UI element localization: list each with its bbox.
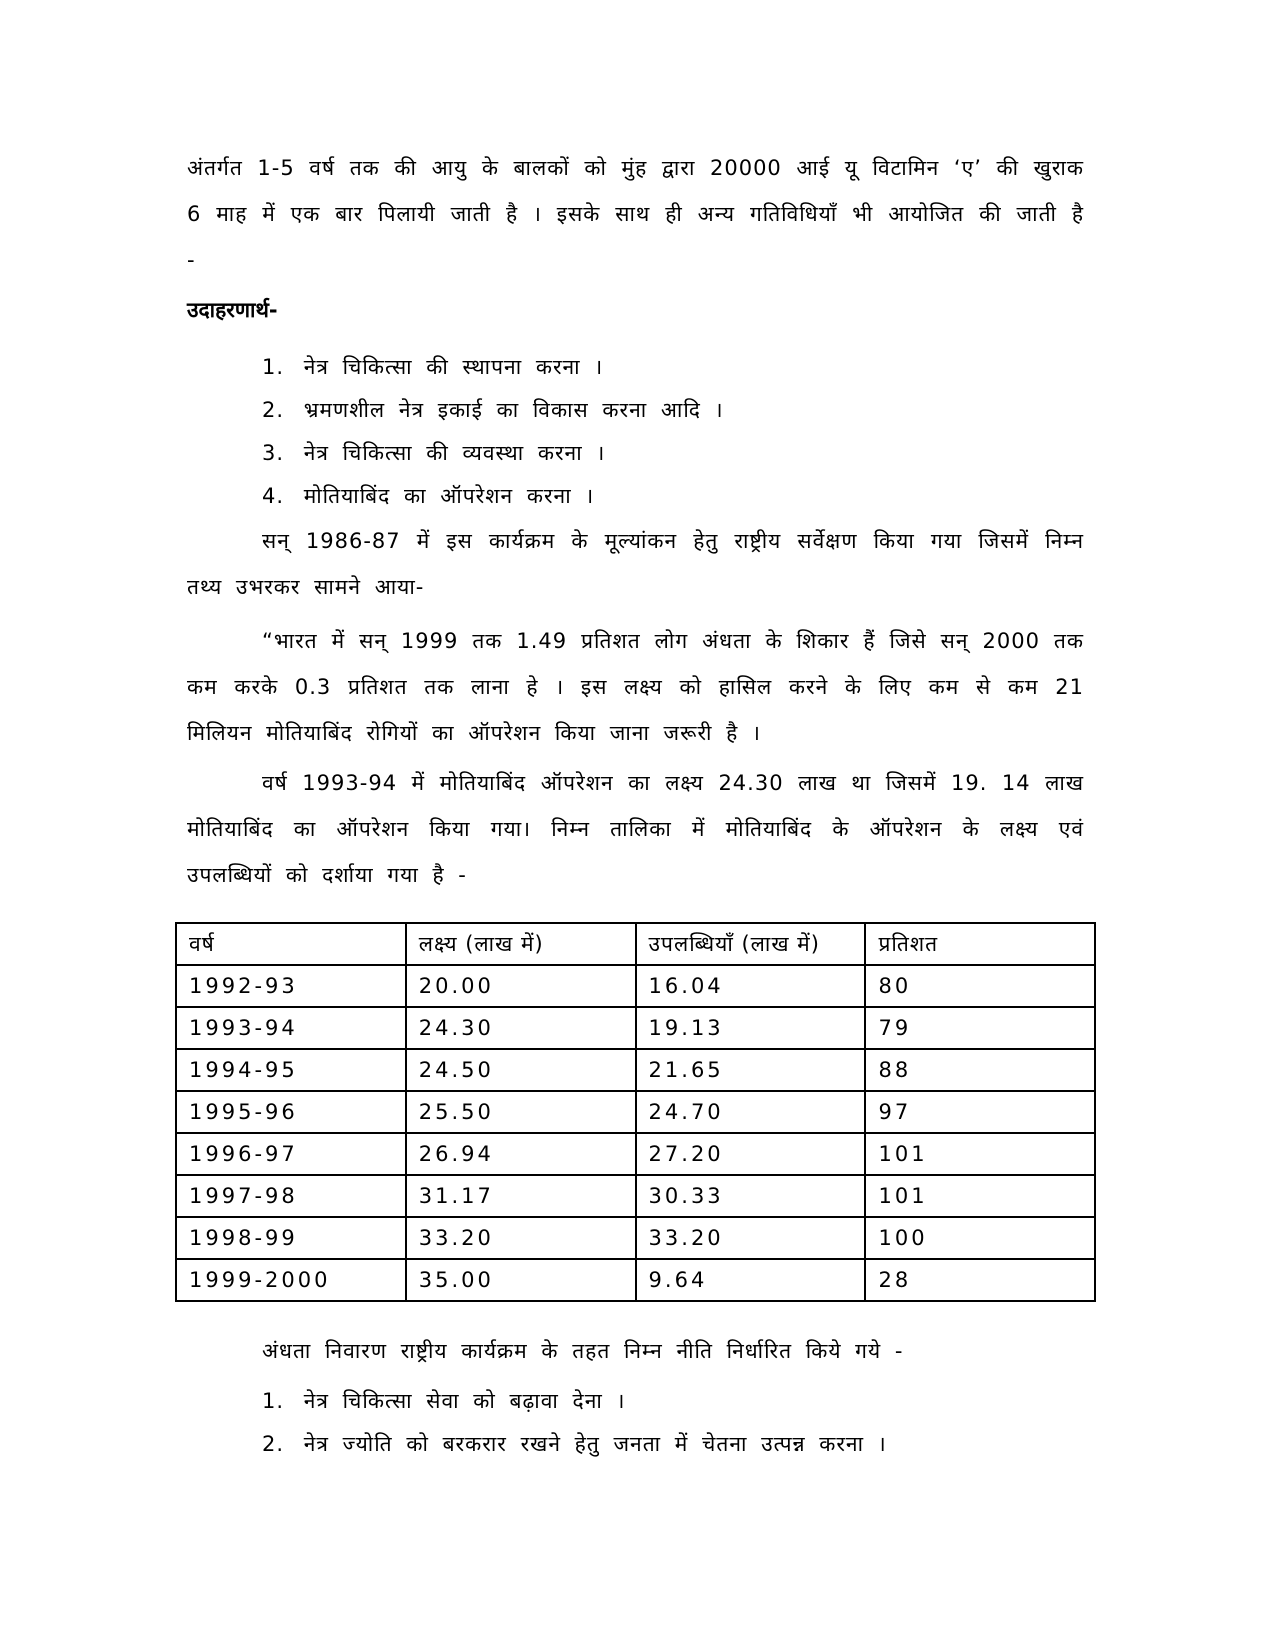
list-number: 2.: [262, 1432, 285, 1456]
list-number: 1.: [262, 355, 285, 379]
cell-percent: 100: [865, 1217, 1095, 1259]
cell-target: 31.17: [406, 1175, 636, 1217]
table-header-row: [176, 923, 1095, 965]
list-item: [262, 1380, 887, 1423]
cell-target: 25.50: [406, 1091, 636, 1133]
intro-paragraph: अंतर्गत 1-5 वर्ष तक की आयु के बालकों को मुंह द्वारा 20000 आई यू विटामिन ‘ए’ की खुराक 6 माह में एक बार पिलायी जाती है । इसके साथ ही अन्य गतिविधियाँ भी आयोजित की जाती है -: [187, 156, 1084, 272]
quote-paragraph: “भारत में सन् 1999 तक 1.49 प्रतिशत लोग अंधता के शिकार हैं जिसे सन् 2000 तक कम करके 0.3 प्रतिशत तक लाना हे । इस लक्ष्य को हासिल करने के लिए कम से कम 21 मिलियन मोतियाबिंद रोगियों का ऑपरेशन किया जाना जरूरी है ।: [187, 629, 1084, 745]
cell-year: 1994-95: [176, 1049, 406, 1091]
table-row: [176, 1217, 1095, 1259]
examples-list: [262, 346, 724, 518]
list-item: [262, 1423, 887, 1466]
cell-achievement: 30.33: [636, 1175, 866, 1217]
cell-year: 1995-96: [176, 1091, 406, 1133]
table-row: [176, 1007, 1095, 1049]
cataract-table: [175, 922, 1096, 1302]
cell-percent: 79: [865, 1007, 1095, 1049]
cell-target: 24.30: [406, 1007, 636, 1049]
list-text: नेत्र चिकित्सा की स्थापना करना ।: [303, 355, 604, 379]
cell-year: 1993-94: [176, 1007, 406, 1049]
table-row: [176, 1049, 1095, 1091]
table-row: [176, 965, 1095, 1007]
cell-percent: 97: [865, 1091, 1095, 1133]
list-item: [262, 389, 724, 432]
table-row: [176, 1259, 1095, 1301]
header-achievement: उपलब्धियाँ (लाख में): [636, 923, 866, 965]
list-text: भ्रमणशील नेत्र इकाई का विकास करना आदि ।: [303, 398, 724, 422]
cell-achievement: 9.64: [636, 1259, 866, 1301]
list-item: [262, 475, 724, 518]
list-item: [262, 432, 724, 475]
list-text: मोतियाबिंद का ऑपरेशन करना ।: [303, 484, 595, 508]
cell-achievement: 33.20: [636, 1217, 866, 1259]
cell-target: 35.00: [406, 1259, 636, 1301]
cell-percent: 80: [865, 965, 1095, 1007]
list-number: 4.: [262, 484, 285, 508]
list-text: नेत्र चिकित्सा की व्यवस्था करना ।: [303, 441, 606, 465]
cell-target: 33.20: [406, 1217, 636, 1259]
cell-target: 20.00: [406, 965, 636, 1007]
cell-target: 26.94: [406, 1133, 636, 1175]
table-row: [176, 1133, 1095, 1175]
list-text: नेत्र चिकित्सा सेवा को बढ़ावा देना ।: [303, 1389, 626, 1413]
header-target: लक्ष्य (लाख में): [406, 923, 636, 965]
policy-paragraph: अंधता निवारण राष्ट्रीय कार्यक्रम के तहत निम्न नीति निर्धारित किये गये -: [262, 1339, 904, 1363]
list-number: 3.: [262, 441, 285, 465]
table-row: [176, 1175, 1095, 1217]
cell-year: 1999-2000: [176, 1259, 406, 1301]
cell-year: 1992-93: [176, 965, 406, 1007]
cell-achievement: 27.20: [636, 1133, 866, 1175]
cell-percent: 88: [865, 1049, 1095, 1091]
policy-list: [262, 1380, 887, 1466]
cataract-paragraph: वर्ष 1993-94 में मोतियाबिंद ऑपरेशन का लक्ष्य 24.30 लाख था जिसमें 19. 14 लाख मोतियाबिंद का ऑपरेशन किया गया। निम्न तालिका में मोतियाबिंद के ऑपरेशन के लक्ष्य एवं उपलब्धियों को दर्शाया गया है -: [187, 771, 1084, 887]
header-percent: प्रतिशत: [865, 923, 1095, 965]
survey-paragraph: सन् 1986-87 में इस कार्यक्रम के मूल्यांकन हेतु राष्ट्रीय सर्वेक्षण किया गया जिसमें निम्न तथ्य उभरकर सामने आया-: [187, 529, 1084, 599]
cell-achievement: 21.65: [636, 1049, 866, 1091]
list-item: [262, 346, 724, 389]
cell-percent: 101: [865, 1133, 1095, 1175]
cell-percent: 101: [865, 1175, 1095, 1217]
cell-achievement: 24.70: [636, 1091, 866, 1133]
list-text: नेत्र ज्योति को बरकरार रखने हेतु जनता में चेतना उत्पन्न करना ।: [303, 1432, 887, 1456]
examples-heading: उदाहरणार्थ-: [187, 298, 278, 322]
list-number: 2.: [262, 398, 285, 422]
cell-percent: 28: [865, 1259, 1095, 1301]
list-number: 1.: [262, 1389, 285, 1413]
header-year: वर्ष: [176, 923, 406, 965]
cell-achievement: 16.04: [636, 965, 866, 1007]
cell-target: 24.50: [406, 1049, 636, 1091]
cell-year: 1997-98: [176, 1175, 406, 1217]
cell-year: 1998-99: [176, 1217, 406, 1259]
cell-achievement: 19.13: [636, 1007, 866, 1049]
table-row: [176, 1091, 1095, 1133]
cell-year: 1996-97: [176, 1133, 406, 1175]
